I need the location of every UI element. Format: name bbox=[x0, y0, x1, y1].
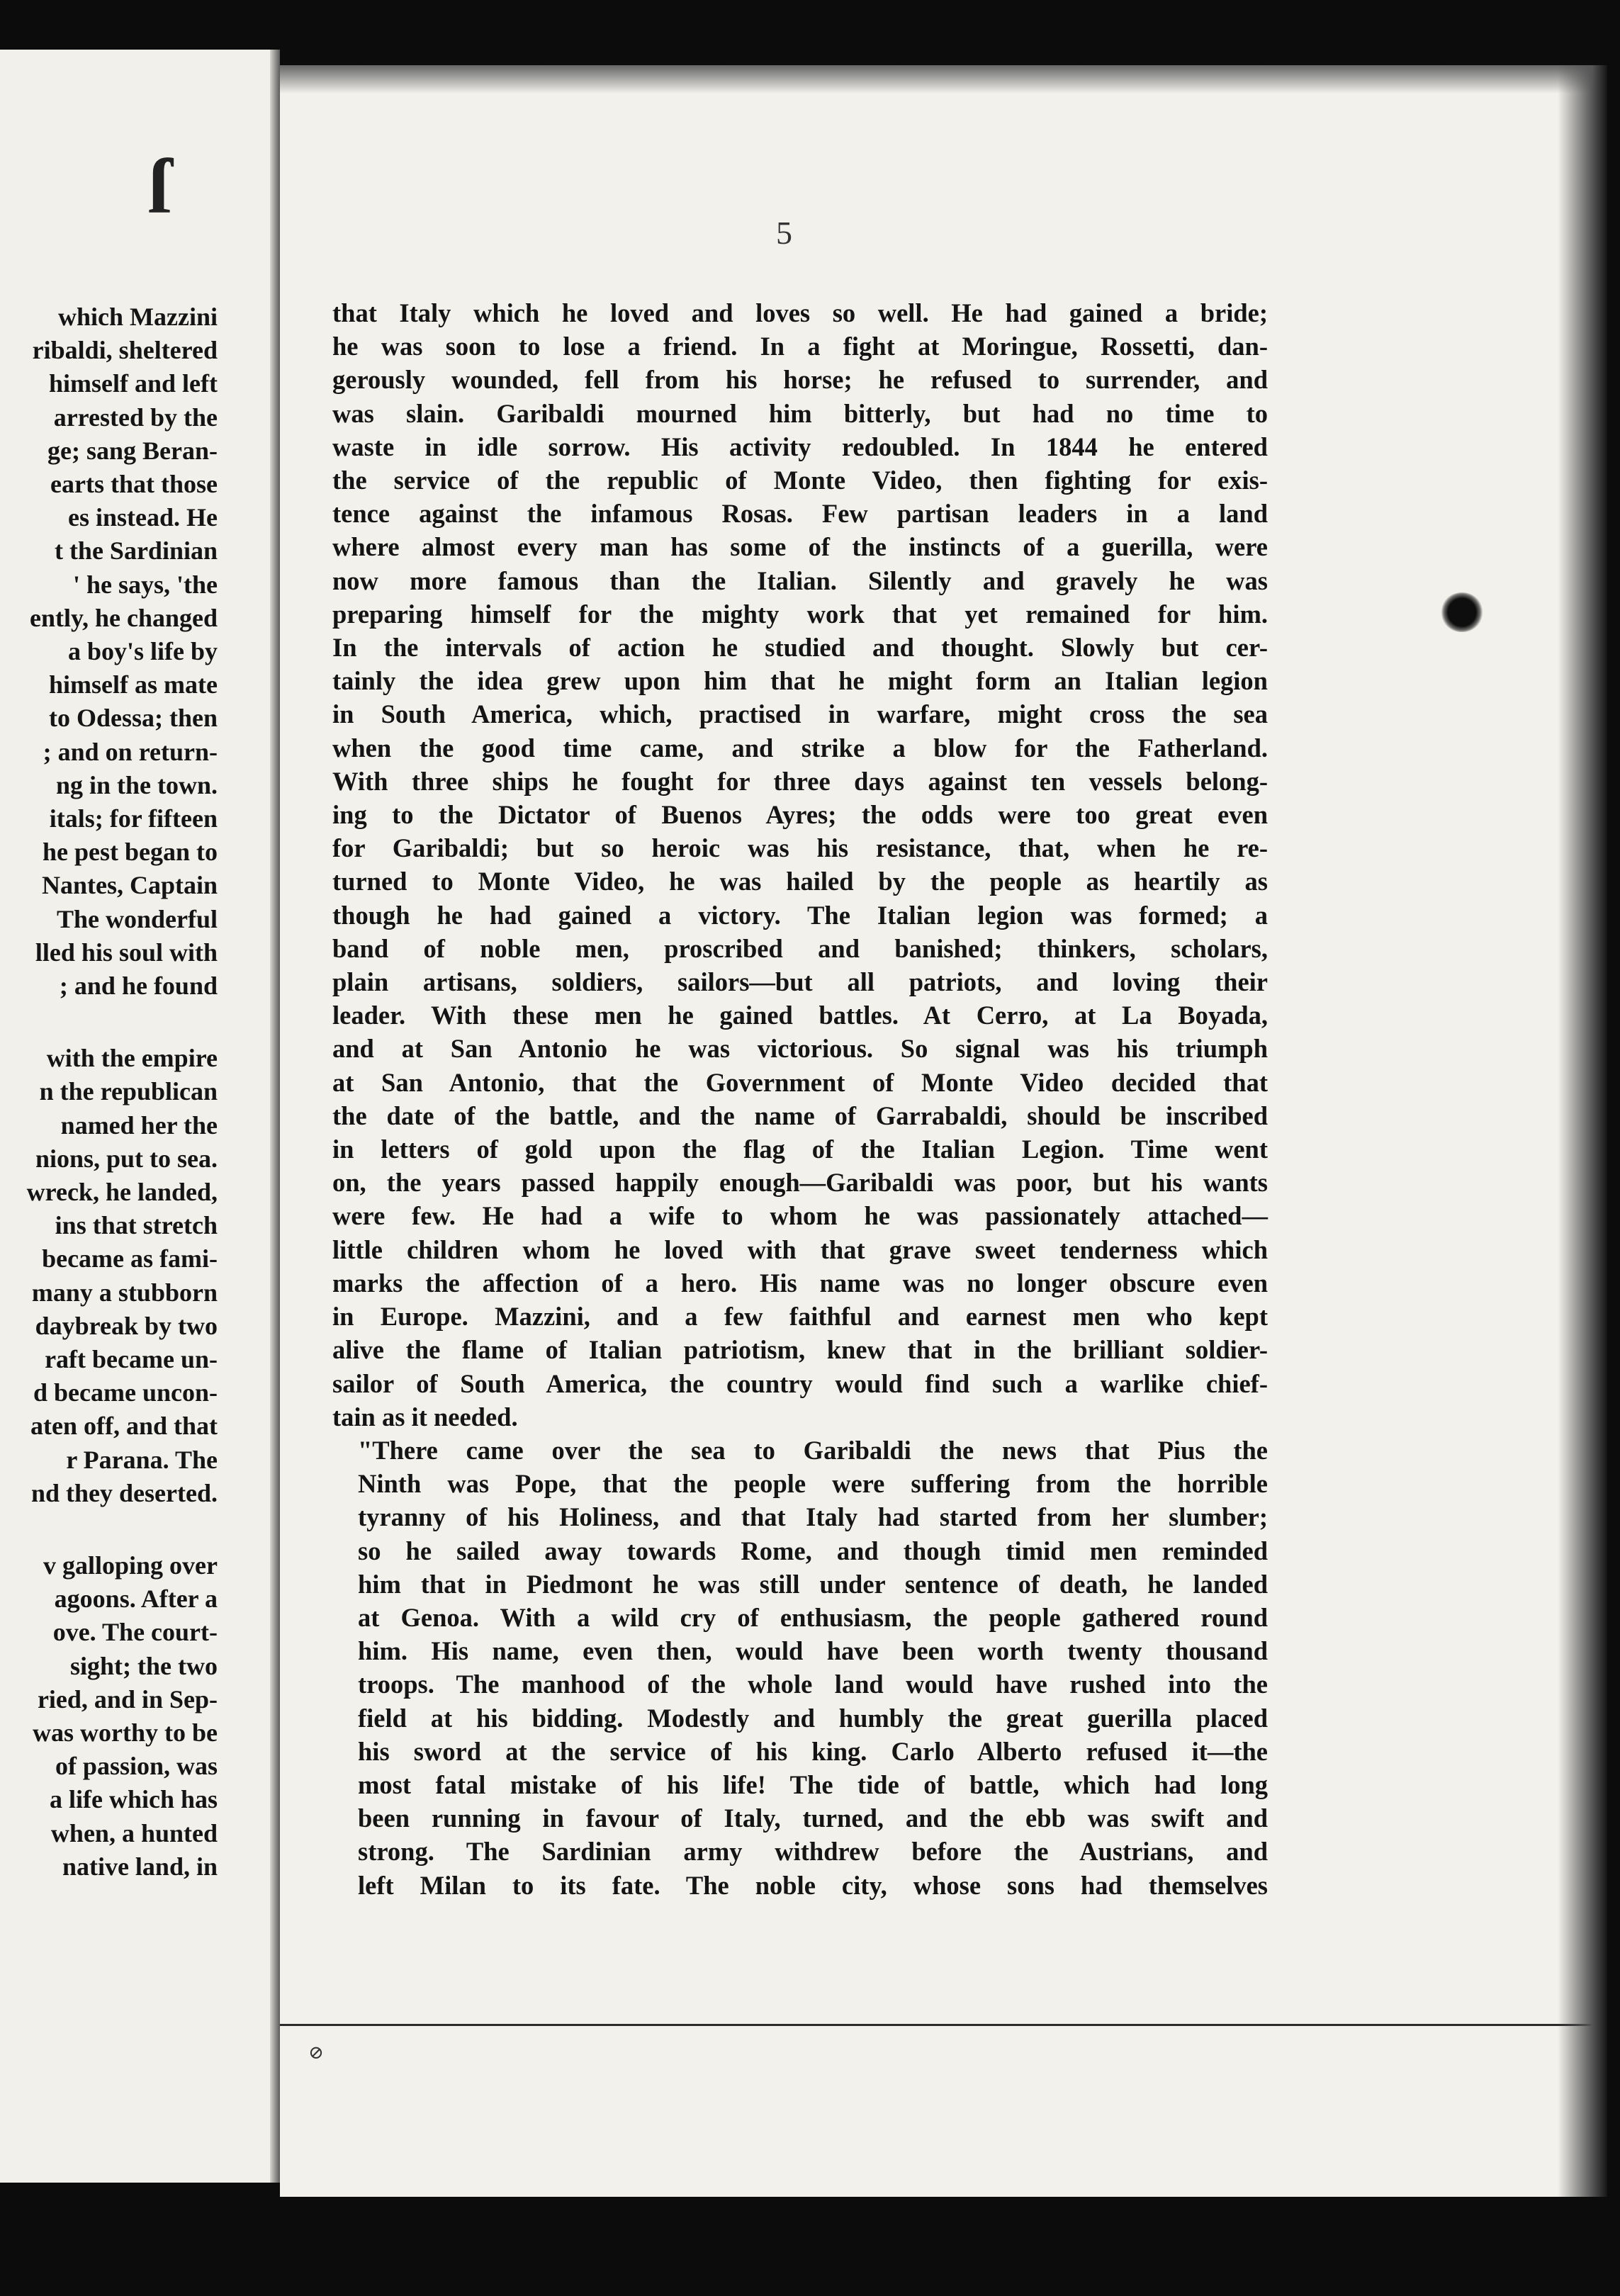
left-page-line: ently, he changed bbox=[29, 603, 218, 632]
text-line: when the good time came, and strike a blow for the Fatherland. bbox=[332, 733, 1268, 762]
left-page-line: became as fami- bbox=[42, 1244, 218, 1273]
text-line: strong. The Sardinian army withdrew before the Austrians, and bbox=[358, 1837, 1268, 1867]
left-page-line: t the Sardinian bbox=[54, 536, 218, 565]
page-gutter-shadow bbox=[270, 50, 280, 2183]
text-line: been running in favour of Italy, turned, and the ebb was swift and bbox=[358, 1803, 1268, 1833]
left-page-line: Nantes, Captain bbox=[41, 871, 218, 900]
left-page-line: a boy's life by bbox=[67, 637, 218, 665]
left-page-line: daybreak by two bbox=[35, 1311, 218, 1340]
text-line: sailor of South America, the country would find such a warlike chief- bbox=[332, 1368, 1268, 1398]
text-line: where almost every man has some of the instincts of a guerilla, were bbox=[332, 532, 1268, 562]
paragraph-2 bbox=[332, 1434, 1268, 1902]
bottom-rule bbox=[280, 2024, 1607, 2026]
left-page-line: ge; sang Beran- bbox=[47, 436, 218, 465]
text-line: on, the years passed happily enough—Garibaldi was poor, but his wants bbox=[332, 1168, 1268, 1198]
text-line: troops. The manhood of the whole land would have rushed into the bbox=[358, 1670, 1268, 1699]
page-number: 5 bbox=[776, 215, 792, 251]
text-line: at Genoa. With a wild cry of enthusiasm, the people gathered round bbox=[358, 1602, 1268, 1632]
left-page-line: sight; the two bbox=[70, 1651, 218, 1680]
text-line: "There came over the sea to Garibaldi the news that Pius the bbox=[358, 1435, 1268, 1465]
text-line: in South America, which, practised in warfare, might cross the sea bbox=[332, 699, 1268, 729]
left-page-line: ried, and in Sep- bbox=[37, 1684, 218, 1713]
left-page-line: The wonderful bbox=[56, 904, 218, 933]
bottom-mark: ⊘ bbox=[308, 2042, 324, 2063]
text-line: ing to the Dictator of Buenos Ayres; the odds were too great even bbox=[332, 800, 1268, 830]
left-page-line: to Odessa; then bbox=[48, 704, 218, 733]
body-text bbox=[332, 296, 1268, 1902]
left-page-line: of passion, was bbox=[55, 1752, 218, 1781]
left-page-line: ; and on return- bbox=[43, 737, 218, 766]
left-page-line: wreck, he landed, bbox=[26, 1178, 218, 1206]
text-line: tence against the infamous Rosas. Few partisan leaders in a land bbox=[332, 499, 1268, 529]
left-page-line: nd they deserted. bbox=[31, 1478, 218, 1507]
text-line: In the intervals of action he studied and thought. Slowly but cer- bbox=[332, 633, 1268, 663]
left-page-line: earts that those bbox=[50, 470, 218, 498]
left-page-line: r Parana. The bbox=[66, 1445, 218, 1474]
text-line: that Italy which he loved and loves so well. He had gained a bride; bbox=[332, 298, 1268, 327]
text-line: now more famous than the Italian. Silently and gravely he was bbox=[332, 565, 1268, 595]
left-page-line: ove. The court- bbox=[52, 1618, 218, 1647]
text-line: most fatal mistake of his life! The tide of battle, which had long bbox=[358, 1769, 1268, 1799]
text-line: tain as it needed. bbox=[332, 1402, 518, 1431]
text-line: preparing himself for the mighty work that yet remained for him. bbox=[332, 599, 1268, 629]
left-page-line: lled his soul with bbox=[35, 938, 218, 967]
text-line: gerously wounded, fell from his horse; he refused to surrender, and bbox=[332, 365, 1268, 395]
page-top-shadow bbox=[280, 65, 1607, 94]
ink-blot bbox=[1441, 592, 1483, 632]
left-page-line: himself as mate bbox=[49, 670, 218, 699]
left-page-line: native land, in bbox=[62, 1852, 218, 1881]
left-page-line: ; and he found bbox=[59, 972, 218, 1000]
text-line: so he sailed away towards Rome, and though timid men reminded bbox=[358, 1536, 1268, 1565]
text-line: left Milan to its fate. The noble city, whose sons had themselves bbox=[358, 1870, 1268, 1900]
left-page-line: when, a hunted bbox=[50, 1818, 218, 1847]
left-page-line: many a stubborn bbox=[31, 1278, 218, 1307]
text-line: were few. He had a wife to whom he was passionately attached— bbox=[332, 1201, 1268, 1231]
text-line: tyranny of his Holiness, and that Italy had started from her slumber; bbox=[358, 1502, 1268, 1532]
text-line: him that in Piedmont he was still under sentence of death, he landed bbox=[358, 1569, 1268, 1599]
text-line: field at his bidding. Modestly and humbly the great guerilla placed bbox=[358, 1703, 1268, 1733]
text-line: he was soon to lose a friend. In a fight at Moringue, Rossetti, dan- bbox=[332, 332, 1268, 361]
left-adjacent-page bbox=[0, 50, 280, 2183]
text-line: With three ships he fought for three days against ten vessels belong- bbox=[332, 766, 1268, 796]
text-line: was slain. Garibaldi mourned him bitterly, but had no time to bbox=[332, 398, 1268, 428]
left-page-line: es instead. He bbox=[68, 503, 218, 532]
left-page-line: arrested by the bbox=[53, 403, 218, 432]
left-page-line: v galloping over bbox=[43, 1551, 218, 1580]
text-line: at San Antonio, that the Government of Monte Video decided that bbox=[332, 1067, 1268, 1097]
text-line: and at San Antonio he was victorious. So signal was his triumph bbox=[332, 1034, 1268, 1064]
paragraph-1 bbox=[332, 296, 1268, 1434]
text-line: band of noble men, proscribed and banished; thinkers, scholars, bbox=[332, 933, 1268, 963]
left-page-line: was worthy to be bbox=[33, 1718, 218, 1747]
text-line: the service of the republic of Monte Video, then fighting for exis- bbox=[332, 466, 1268, 495]
text-line: his sword at the service of his king. Carlo Alberto refused it—the bbox=[358, 1736, 1268, 1766]
left-page-line: agoons. After a bbox=[54, 1585, 218, 1614]
text-line: waste in idle sorrow. His activity redoubled. In 1844 he entered bbox=[332, 432, 1268, 461]
main-page bbox=[280, 65, 1607, 2197]
left-page-line: he pest began to bbox=[42, 838, 218, 867]
marginal-mark: ſ bbox=[149, 143, 171, 230]
left-page-line: itals; for fifteen bbox=[49, 804, 218, 833]
left-page-line: raft became un- bbox=[45, 1345, 218, 1373]
left-page-line: which Mazzini bbox=[58, 303, 218, 331]
text-line: marks the affection of a hero. His name was no longer obscure even bbox=[332, 1268, 1268, 1298]
left-page-line: himself and left bbox=[49, 369, 218, 398]
text-line: tainly the idea grew upon him that he might form an Italian legion bbox=[332, 666, 1268, 696]
page-right-edge-shadow bbox=[1558, 65, 1607, 2197]
text-line: Ninth was Pope, that the people were suffering from the horrible bbox=[358, 1469, 1268, 1499]
text-line: turned to Monte Video, he was hailed by the people as heartily as bbox=[332, 867, 1268, 896]
left-page-line: with the empire bbox=[46, 1044, 218, 1073]
left-page-line: d became uncon- bbox=[33, 1378, 218, 1407]
left-page-line: a life which has bbox=[49, 1785, 218, 1814]
text-line: him. His name, even then, would have been worth twenty thousand bbox=[358, 1636, 1268, 1666]
left-page-line: aten off, and that bbox=[30, 1412, 218, 1441]
left-page-line: ng in the town. bbox=[55, 770, 218, 799]
left-page-line: n the republican bbox=[39, 1077, 218, 1106]
left-page-line: named her the bbox=[60, 1110, 218, 1139]
text-line: in Europe. Mazzini, and a few faithful and earnest men who kept bbox=[332, 1302, 1268, 1332]
text-line: little children whom he loved with that grave sweet tenderness which bbox=[332, 1234, 1268, 1264]
left-page-line: ribaldi, sheltered bbox=[32, 336, 218, 365]
text-line: plain artisans, soldiers, sailors—but all patriots, and loving their bbox=[332, 967, 1268, 997]
text-line: the date of the battle, and the name of Garrabaldi, should be inscribed bbox=[332, 1101, 1268, 1130]
text-line: alive the flame of Italian patriotism, knew that in the brilliant soldier- bbox=[332, 1335, 1268, 1365]
text-line: for Garibaldi; but so heroic was his resistance, that, when he re- bbox=[332, 833, 1268, 863]
text-line: though he had gained a victory. The Italian legion was formed; a bbox=[332, 900, 1268, 930]
text-line: leader. With these men he gained battles. At Cerro, at La Boyada, bbox=[332, 1001, 1268, 1030]
text-line: in letters of gold upon the flag of the Italian Legion. Time went bbox=[332, 1135, 1268, 1164]
left-page-line: ' he says, 'the bbox=[72, 570, 218, 599]
left-page-line: ins that stretch bbox=[55, 1211, 218, 1240]
left-page-line: nions, put to sea. bbox=[35, 1144, 218, 1173]
